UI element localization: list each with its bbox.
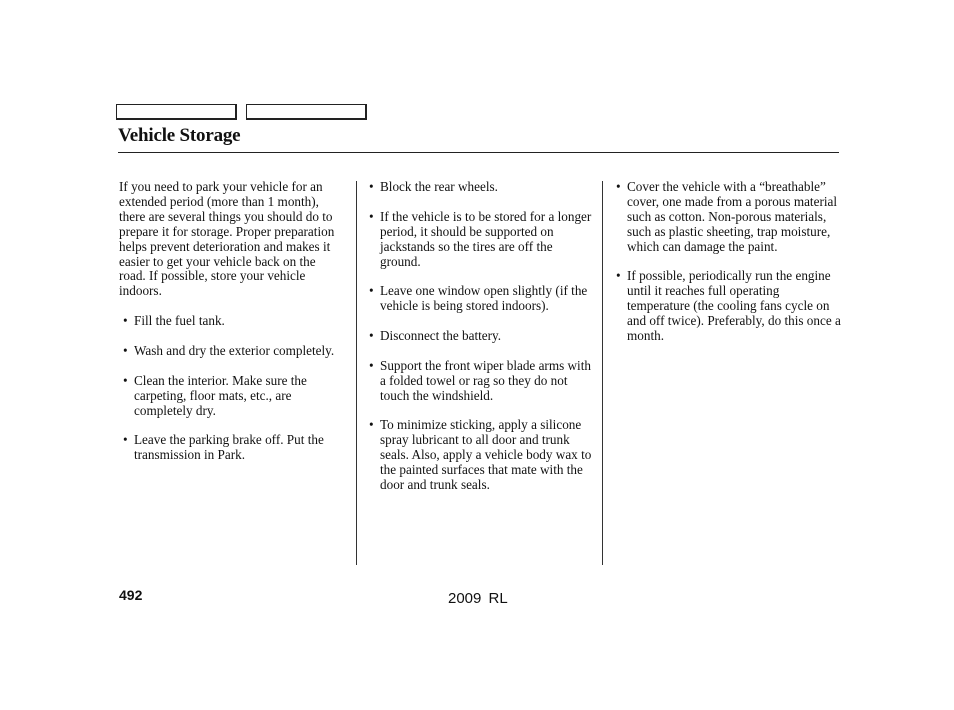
list-item-text: Wash and dry the exterior completely. [134, 342, 335, 358]
list-item-text: If possible, periodically run the engine until it reaches full operating temperature (the cooling fans cycle on and off twice). Preferably, do this once a month. [627, 268, 841, 344]
list-item [123, 433, 344, 463]
bullet-icon: • [123, 432, 128, 448]
column-1-list [119, 314, 344, 463]
list-item [123, 344, 344, 359]
list-item [123, 374, 344, 419]
column-3 [616, 180, 842, 359]
intro-paragraph: If you need to park your vehicle for an extended period (more than 1 month), there are several things you should do to prepare it for storage. Proper preparation helps prevent deterioration and makes it easier to get your vehicle back on the road. If possible, store your vehicle indoors. [119, 179, 335, 299]
nav-tab-2[interactable] [246, 104, 367, 120]
list-item-text: Clean the interior. Make sure the carpeting, floor mats, etc., are completely dry. [134, 372, 307, 418]
bullet-icon: • [123, 313, 128, 329]
list-item-text: Disconnect the battery. [380, 328, 502, 344]
list-item-text: Support the front wiper blade arms with a folded towel or rag so they do not touch the windshield. [380, 357, 591, 403]
page-number: 492 [119, 587, 143, 603]
column-2 [369, 180, 594, 508]
list-item [369, 418, 594, 493]
page-title: Vehicle Storage [118, 125, 241, 146]
bullet-icon: • [369, 357, 374, 373]
bullet-icon: • [369, 417, 374, 433]
list-item-text: Leave one window open slightly (if the vehicle is being stored indoors). [380, 283, 588, 314]
list-item-text: To minimize sticking, apply a silicone spray lubricant to all door and trunk seals. Also, apply a vehicle body wax to the painted surfaces that mate with the door and trunk seals. [380, 417, 592, 493]
title-divider [118, 152, 839, 153]
column-divider [356, 181, 357, 565]
column-3-list [616, 180, 842, 344]
bullet-icon: • [369, 208, 374, 224]
list-item [369, 359, 594, 404]
bullet-icon: • [369, 179, 374, 194]
list-item-text: Leave the parking brake off. Put the transmission in Park. [134, 432, 324, 463]
column-2-list [369, 180, 594, 493]
list-item-text: Fill the fuel tank. [134, 313, 225, 329]
bullet-icon: • [369, 328, 374, 344]
nav-tab-1[interactable] [116, 104, 237, 120]
bullet-icon: • [123, 372, 128, 388]
footer-model: 2009 RL [448, 590, 508, 607]
bullet-icon: • [616, 179, 621, 194]
list-item [369, 329, 594, 344]
list-item-text: If the vehicle is to be stored for a longer period, it should be supported on jackstands so the tires are off the ground. [380, 208, 592, 269]
bullet-icon: • [123, 342, 128, 358]
bullet-icon: • [369, 283, 374, 299]
list-item-text: Cover the vehicle with a “breathable” cover, one made from a porous material such as cotton. Non-porous materials, such as plastic sheeting, trap moisture, which can damage the paint. [627, 179, 838, 254]
list-item [369, 284, 594, 314]
list-item [123, 314, 344, 329]
column-1 [119, 180, 344, 478]
bullet-icon: • [616, 268, 621, 284]
list-item [369, 180, 594, 195]
list-item [616, 269, 842, 344]
list-item [616, 180, 842, 255]
list-item-text: Block the rear wheels. [380, 179, 498, 194]
list-item [369, 210, 594, 270]
column-divider [602, 181, 603, 565]
